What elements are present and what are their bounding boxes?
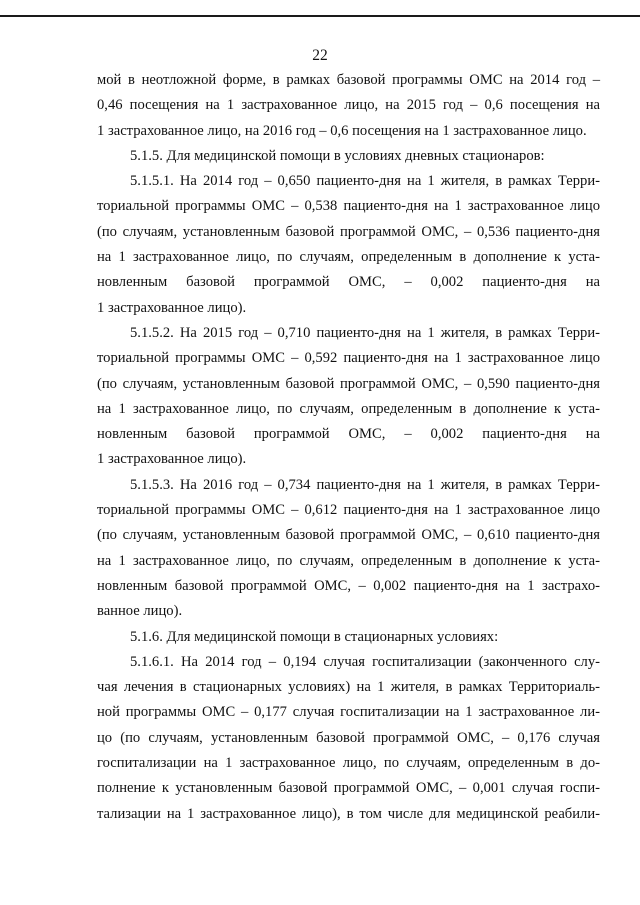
text-line: чая лечения в стационарных условиях) на 1 жителя, в рамках Территориаль- — [97, 679, 600, 696]
text-line: на 1 застрахованное лицо, по случаям, определенным в дополнение к уста- — [97, 400, 600, 417]
text-line: полнение к установленным базовой программой ОМС, – 0,001 случая госпи- — [97, 780, 600, 797]
page-number: 22 — [312, 47, 328, 64]
text-line: ной программы ОМС – 0,177 случая госпитализации на 1 застрахованное ли- — [97, 704, 600, 721]
text-line: госпитализации на 1 застрахованное лицо, по случаям, определенным в до- — [97, 755, 600, 772]
top-rule — [0, 15, 640, 17]
text-line: (по случаям, установленным базовой программой ОМС, – 0,536 пациенто-дня — [97, 223, 600, 240]
text-line: 5.1.5. Для медицинской помощи в условиях дневных стационаров: — [130, 147, 545, 164]
text-line: цо (по случаям, установленным базовой программой ОМС, – 0,176 случая — [97, 729, 600, 746]
text-line: тализации на 1 застрахованное лицо), в том числе для медицинской реабили- — [97, 805, 600, 822]
text-line: (по случаям, установленным базовой программой ОМС, – 0,610 пациенто-дня — [97, 527, 600, 544]
text-line: 5.1.6.1. На 2014 год – 0,194 случая госпитализации (законченного слу- — [130, 653, 600, 670]
text-line: 5.1.6. Для медицинской помощи в стационарных условиях: — [130, 628, 499, 645]
text-line: ториальной программы ОМС – 0,592 пациенто-дня на 1 застрахованное лицо — [97, 350, 600, 367]
text-line: 1 застрахованное лицо). — [97, 451, 247, 468]
text-line: (по случаям, установленным базовой программой ОМС, – 0,590 пациенто-дня — [97, 375, 600, 392]
text-line: новленным базовой программой ОМС, – 0,002 пациенто-дня на 1 застрахо- — [97, 577, 600, 594]
text-line: 5.1.5.1. На 2014 год – 0,650 пациенто-дня на 1 жителя, в рамках Терри- — [130, 173, 600, 190]
text-line: новленным базовой программой ОМС, – 0,002 пациенто-дня на — [97, 426, 600, 443]
text-line: 1 застрахованное лицо). — [97, 299, 247, 316]
text-line: на 1 застрахованное лицо, по случаям, определенным в дополнение к уста- — [97, 552, 600, 569]
text-line: ториальной программы ОМС – 0,538 пациенто-дня на 1 застрахованное лицо — [97, 198, 600, 215]
text-line: ванное лицо). — [97, 603, 183, 620]
text-line: новленным базовой программой ОМС, – 0,002 пациенто-дня на — [97, 274, 600, 291]
text-line: на 1 застрахованное лицо, по случаям, определенным в дополнение к уста- — [97, 249, 600, 266]
text-line: ториальной программы ОМС – 0,612 пациенто-дня на 1 застрахованное лицо — [97, 502, 600, 519]
text-line: 5.1.5.3. На 2016 год – 0,734 пациенто-дня на 1 жителя, в рамках Терри- — [130, 476, 600, 493]
text-line: мой в неотложной форме, в рамках базовой программы ОМС на 2014 год – — [97, 72, 600, 88]
text-line: 1 застрахованное лицо, на 2016 год – 0,6 посещения на 1 застрахованное лицо. — [97, 122, 587, 139]
text-line: 5.1.5.2. На 2015 год – 0,710 пациенто-дня на 1 жителя, в рамках Терри- — [130, 324, 600, 341]
text-line: 0,46 посещения на 1 застрахованное лицо, на 2015 год – 0,6 посещения на — [97, 97, 600, 114]
document-body — [97, 68, 600, 827]
